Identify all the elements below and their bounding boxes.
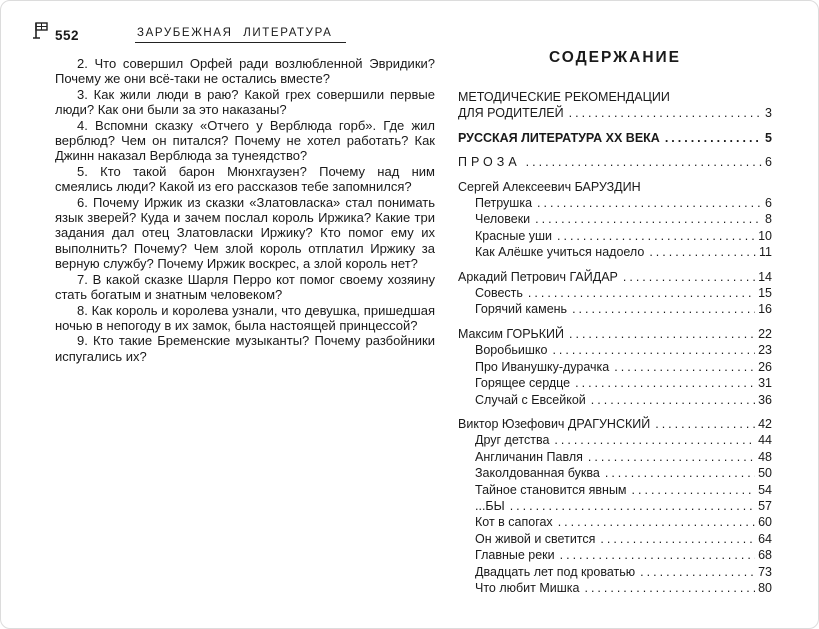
toc-entry-page: 31 xyxy=(758,376,772,391)
toc-entry xyxy=(458,130,772,146)
toc-entry-label: Виктор Юзефович ДРАГУНСКИЙ xyxy=(458,416,651,431)
toc-list xyxy=(458,89,772,596)
toc-entry-page: 36 xyxy=(758,392,772,407)
toc-entry xyxy=(458,465,772,481)
toc-entry-label: Аркадий Петрович ГАЙДАР xyxy=(458,269,618,284)
toc-entry-page: 44 xyxy=(758,433,772,448)
toc-entry-label: Человеки xyxy=(475,212,531,227)
toc-entry-label: Кот в сапогах xyxy=(475,515,553,530)
toc-entry-page: 5 xyxy=(765,130,772,145)
running-head: ЗАРУБЕЖНАЯ ЛИТЕРАТУРА xyxy=(135,27,346,43)
toc-entry-page: 16 xyxy=(758,302,772,317)
toc-entry-label: Двадцать лет под кроватью xyxy=(475,564,636,579)
toc-entry-label: Горящее сердце xyxy=(475,376,571,391)
toc-entry-page: 14 xyxy=(758,269,772,284)
dot-leader xyxy=(665,130,762,146)
toc-entry-label: Сергей Алексеевич БАРУЗДИН xyxy=(458,179,641,194)
flag-ornament-icon xyxy=(33,21,51,39)
toc-entry-page: 48 xyxy=(758,449,772,464)
toc-entry xyxy=(458,105,772,121)
toc-entry-label: Главные реки xyxy=(475,548,555,563)
toc-entry xyxy=(458,244,772,260)
question-paragraph: 2. Что совершил Орфей ради возлюбленной Эвридики? Почему же они всё-таки не остались вместе? xyxy=(55,56,435,87)
dot-leader xyxy=(640,564,755,580)
question-paragraph: 9. Кто такие Бременские музыканты? Почему разбойники испугались их? xyxy=(55,333,435,364)
dot-leader xyxy=(649,244,756,260)
toc-entry xyxy=(458,580,772,596)
toc-entry-label: ПРОЗА xyxy=(458,155,521,170)
toc-entry xyxy=(458,564,772,580)
toc-entry-label: РУССКАЯ ЛИТЕРАТУРА XX ВЕКА xyxy=(458,130,660,145)
dot-leader xyxy=(569,105,762,121)
dot-leader xyxy=(560,547,755,563)
toc-entry-label: Петрушка xyxy=(475,196,533,211)
toc-entry-page: 60 xyxy=(758,515,772,530)
toc-entry-label: Воробьишко xyxy=(475,343,548,358)
toc-entry-page: 73 xyxy=(758,564,772,579)
dot-leader xyxy=(614,359,755,375)
dot-leader xyxy=(569,326,755,342)
toc-entry xyxy=(458,547,772,563)
dot-leader xyxy=(655,416,755,432)
questions-list xyxy=(55,56,435,364)
question-paragraph: 7. В какой сказке Шарля Перро кот помог своему хозяину стать богатым и знатным человеком? xyxy=(55,271,435,303)
toc-entry xyxy=(458,514,772,530)
toc-entry xyxy=(458,482,772,498)
left-page-header xyxy=(55,21,435,43)
toc-entry xyxy=(458,359,772,375)
toc-entry xyxy=(458,179,772,195)
toc-entry-page: 23 xyxy=(758,343,772,358)
toc-entry-page: 10 xyxy=(758,228,772,243)
toc-entry-label: Друг детства xyxy=(475,433,550,448)
question-paragraph: 5. Кто такой барон Мюнхгаузен? Почему над ним смеялись люди? Какой из его рассказов тебе запомнился? xyxy=(55,163,435,195)
toc-entry xyxy=(458,432,772,448)
toc-entry-label: Случай с Евсейкой xyxy=(475,392,586,407)
dot-leader xyxy=(605,465,755,481)
page-number: 552 xyxy=(55,28,80,43)
toc-entry xyxy=(458,326,772,342)
toc-entry-page: 3 xyxy=(765,106,772,121)
toc-entry-label: Англичанин Павля xyxy=(475,449,583,464)
dot-leader xyxy=(528,285,755,301)
toc-entry-label: Заколдованная буква xyxy=(475,466,600,481)
toc-entry xyxy=(458,211,772,227)
question-paragraph: 8. Как король и королева узнали, что девушка, пришедшая ночью в непогоду в их замок, была настоящей принцессой? xyxy=(55,302,435,333)
toc-entry-page: 80 xyxy=(758,580,772,595)
right-page xyxy=(458,49,772,596)
toc-entry-label: Он живой и светится xyxy=(475,531,596,546)
toc-entry-label: Что любит Мишка xyxy=(475,580,580,595)
toc-entry xyxy=(458,301,772,317)
toc-entry xyxy=(458,154,772,170)
toc-entry xyxy=(458,285,772,301)
toc-entry-label: Красные уши xyxy=(475,228,553,243)
toc-entry xyxy=(458,498,772,514)
dot-leader xyxy=(588,449,755,465)
toc-entry xyxy=(458,531,772,547)
toc-entry-page: 11 xyxy=(759,245,772,260)
dot-leader xyxy=(558,514,755,530)
toc-entry xyxy=(458,449,772,465)
dot-leader xyxy=(591,392,755,408)
toc-entry-page: 42 xyxy=(758,416,772,431)
dot-leader xyxy=(526,154,762,170)
toc-entry xyxy=(458,228,772,244)
toc-entry xyxy=(458,392,772,408)
question-paragraph: 6. Почему Иржик из сказки «Златовласка» стал понимать язык зверей? Куда и зачем послал король Иржика? Какие три задания дал отец Златовласки Иржику? Кто помог ему их выполнить? Почему? Чем злой король отплатил Иржику за верную службу? Почему Иржик воскрес, а злой король нет? xyxy=(55,194,435,272)
toc-entry-label: ...БЫ xyxy=(475,498,505,513)
toc-entry-label: Тайное становится явным xyxy=(475,482,627,497)
dot-leader xyxy=(554,432,755,448)
question-paragraph: 3. Как жили люди в раю? Какой грех совершили первые люди? Как они были за это наказаны? xyxy=(55,86,435,118)
toc-entry xyxy=(458,342,772,358)
toc-entry-page: 26 xyxy=(758,359,772,374)
dot-leader xyxy=(632,482,756,498)
toc-entry-page: 22 xyxy=(758,326,772,341)
toc-entry-label: ДЛЯ РОДИТЕЛЕЙ xyxy=(458,106,564,121)
toc-title: СОДЕРЖАНИЕ xyxy=(548,49,682,66)
toc-entry xyxy=(458,195,772,211)
toc-entry-label: Как Алёшке учиться надоело xyxy=(475,245,645,260)
toc-entry-page: 57 xyxy=(758,498,772,513)
dot-leader xyxy=(584,580,755,596)
toc-entry-page: 6 xyxy=(765,155,772,170)
toc-entry-page: 54 xyxy=(758,482,772,497)
dot-leader xyxy=(510,498,755,514)
dot-leader xyxy=(557,228,755,244)
toc-entry-page: 50 xyxy=(758,466,772,481)
toc-entry-page: 6 xyxy=(765,196,772,211)
dot-leader xyxy=(623,269,755,285)
toc-entry xyxy=(458,89,772,105)
left-page xyxy=(55,21,435,364)
dot-leader xyxy=(600,531,755,547)
toc-entry-page: 68 xyxy=(758,548,772,563)
toc-entry-label: Горячий камень xyxy=(475,302,568,317)
toc-entry xyxy=(458,416,772,432)
dot-leader xyxy=(535,211,762,227)
toc-entry-label: Про Иванушку-дурачка xyxy=(475,359,610,374)
toc-entry-page: 8 xyxy=(765,212,772,227)
toc-entry-label: МЕТОДИЧЕСКИЕ РЕКОМЕНДАЦИИ xyxy=(458,90,670,104)
dot-leader xyxy=(552,342,755,358)
dot-leader xyxy=(575,375,755,391)
toc-entry-label: Максим ГОРЬКИЙ xyxy=(458,326,564,341)
toc-entry xyxy=(458,375,772,391)
toc-entry-page: 15 xyxy=(758,286,772,301)
toc-entry-label: Совесть xyxy=(475,286,523,301)
dot-leader xyxy=(537,195,762,211)
dot-leader xyxy=(572,301,755,317)
question-paragraph: 4. Вспомни сказку «Отчего у Верблюда горб». Где жил верблюд? Чем он питался? Почему не хотел работать? Как Джинн наказал Верблюда за тунеядство? xyxy=(55,117,435,164)
toc-entry xyxy=(458,269,772,285)
toc-entry-page: 64 xyxy=(758,531,772,546)
